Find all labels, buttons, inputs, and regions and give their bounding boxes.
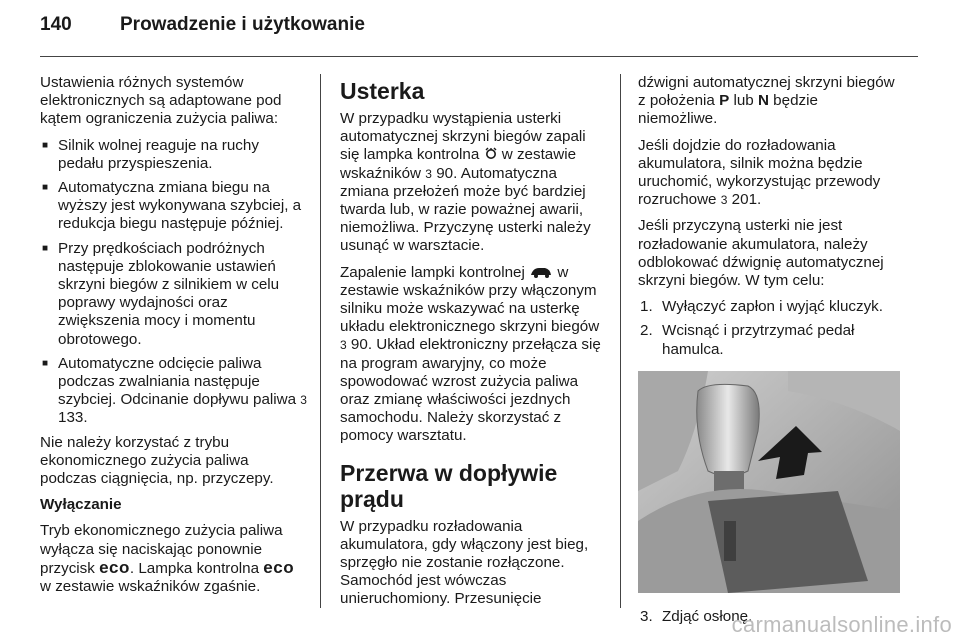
column-2: [340, 74, 602, 617]
list-item: ■ Silnik wolnej reaguje na ruchy pedału przyspieszenia.: [40, 137, 308, 173]
paragraph-text: . Układ elektroniczny przełącza się na program awaryjny, co może spowodować wzrost zużycia paliwa oraz zmianę właściwości jezdnych samochodu. Należy skorzystać z pomocy warsztatu.: [340, 336, 601, 445]
eco-button-icon: eco: [99, 557, 130, 577]
paragraph-text: . Automatyczna zmiana przełożeń może być bardziej twarda lub, w razie poważnej awarii, niemożliwa. Przyczynę usterki należy usunąć w warsztacie.: [340, 164, 591, 255]
step-number: 3.: [640, 608, 653, 626]
engine-malfunction-icon: [529, 265, 553, 278]
unlock-steps-list: [638, 298, 900, 359]
column-3: [638, 74, 900, 632]
column-1: [40, 74, 308, 604]
power-loss-paragraph: W przypadku rozładowania akumulatora, gdy włączony jest bieg, sprzęgło nie zostanie rozłączone. Samochód jest wówczas unieruchomiony. Przesunięcie: [340, 517, 589, 608]
section-heading-power-loss: Przerwa w dopływie prądu: [340, 459, 558, 512]
battery-paragraph: [638, 137, 900, 210]
step-number: 2.: [640, 322, 653, 340]
gear-position-p: P: [719, 92, 730, 110]
step-text: Wcisnąć i przytrzymać pedał hamulca.: [662, 322, 855, 358]
eco-effects-list: [40, 137, 308, 428]
list-item: ■ Automatyczna zmiana biegu na wyższy jest wykonywana szybciej, a redukcja biegu następuje później.: [40, 179, 308, 234]
gearbox-warning-icon: [484, 147, 498, 160]
list-item: ■ Przy prędkościach podróżnych następuje zblokowanie ustawień skrzyni biegów z silnikiem w celu poprawy wydajności oraz zwiększenia mocy i momentu obrotowego.: [40, 240, 308, 349]
intro-paragraph: Ustawienia różnych systemów elektronicznych są adaptowane pod kątem ograniczenia zużycia paliwa:: [40, 74, 282, 128]
page-title: Prowadzenie i użytkowanie: [120, 14, 365, 35]
step-number: 1.: [640, 298, 653, 316]
section-subheading: Wyłączanie: [40, 496, 122, 514]
paragraph-text: Zapalenie lampki kontrolnej: [340, 263, 525, 281]
page-ref-arrow-icon: 3: [300, 393, 307, 408]
paragraph-text: W przypadku wystąpienia usterki automatycznej skrzyni biegów zapali się lampka kontrolna: [340, 110, 586, 164]
header-rule: [40, 56, 918, 57]
page-ref-number[interactable]: 133.: [58, 409, 88, 427]
step-text: Wyłączyć zapłon i wyjąć kluczyk.: [662, 298, 883, 316]
paragraph-text: Tryb ekonomicznego zużycia paliwa wyłącza się naciskając ponownie przycisk: [40, 522, 283, 577]
page-ref-number[interactable]: 90: [350, 336, 368, 354]
towing-paragraph: Nie należy korzystać z trybu ekonomicznego zużycia paliwa podczas ciągnięcia, np. przyczepy.: [40, 433, 274, 488]
unlock-paragraph: Jeśli przyczyną usterki nie jest rozładowanie akumulatora, należy odblokować dźwignię automatycznej skrzyni biegów. W tym celu:: [638, 217, 884, 290]
page-ref-arrow-icon: 3: [340, 338, 347, 353]
page-ref-number[interactable]: 201: [731, 191, 758, 209]
eco-lamp-icon: eco: [263, 557, 295, 577]
list-item: [40, 355, 308, 428]
paragraph-text: w zestawie wskaźników przy włączonym silniku może wskazywać na usterkę układu elektronicznego skrzyni biegów: [340, 263, 600, 336]
page-ref-arrow-icon: 3: [720, 193, 728, 208]
gear-position-n: N: [757, 92, 769, 110]
page-number: 140: [40, 14, 72, 35]
list-item: [638, 322, 900, 358]
deactivation-paragraph: [40, 522, 308, 596]
paragraph-text: .: [757, 191, 762, 209]
page-ref-number[interactable]: 90: [436, 164, 454, 182]
paragraph-text: w zestawie wskaźników zgaśnie.: [40, 578, 261, 596]
page-header: [40, 14, 920, 50]
paragraph-text: . Lampka kontrolna: [129, 559, 260, 577]
page-ref-arrow-icon: 3: [425, 166, 432, 181]
gear-selector-photo: [638, 371, 900, 593]
section-heading-fault: Usterka: [340, 78, 425, 104]
step-text: Zdjąć osłonę.: [662, 608, 753, 626]
paragraph-text: lub: [733, 92, 754, 110]
paragraph-text: dźwigni automatycznej skrzyni biegów z położenia: [638, 74, 895, 110]
paragraph-text: w zestawie wskaźników: [340, 146, 577, 182]
list-item-text: Automatyczne odcięcie paliwa podczas zwalniania następuje szybciej. Odcinanie dopływu paliwa: [58, 354, 297, 409]
list-item: [638, 298, 900, 316]
watermark: carmanualsonline.info: [731, 612, 952, 637]
fault-paragraph-2: [340, 264, 602, 446]
column-divider: [320, 74, 321, 608]
selector-paragraph: [638, 74, 900, 129]
paragraph-text: będzie niemożliwe.: [638, 92, 818, 128]
column-divider: [620, 74, 621, 608]
paragraph-text: Jeśli dojdzie do rozładowania akumulatora, silnik można będzie uruchomić, wykorzystując przewody rozruchowe: [638, 136, 881, 209]
fault-paragraph-1: [340, 110, 602, 256]
